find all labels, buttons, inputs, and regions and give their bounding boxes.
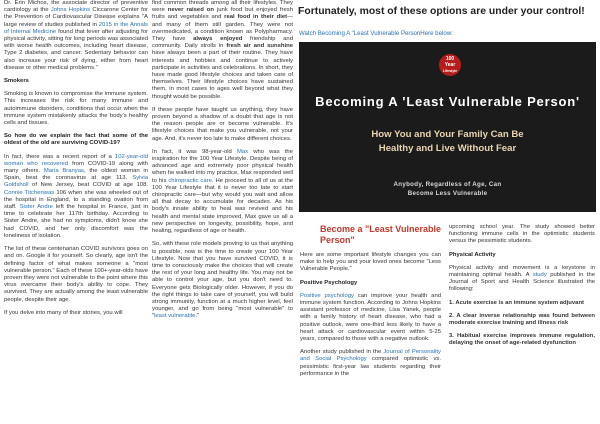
- paragraph-delve: If you delve into many of their stories, you will: [4, 309, 123, 316]
- list-item: 1. Acute exercise is an immune system adjuvant: [449, 299, 584, 306]
- text: found that fever after adjusting for physical activity, sitting for long periods was associated with worse health outcomes, including heart disease, Type 2 diabetes, and cancer. Sedentary behavior can also increase your risk of dying, either from heart disease or other medical problems.": [4, 28, 148, 71]
- list-item: 3. Habitual exercise improves immune regulation, delaying the onset of age-related dysfunction: [449, 333, 595, 347]
- positive-psychology-link[interactable]: Positive psychology: [300, 292, 354, 299]
- text: junk food but enjoyed fresh fruits and vegetables and: [152, 7, 294, 21]
- heading-positive-psychology: Positive Psychology: [300, 279, 358, 286]
- text: Ciccarone Center for the Prevention of Cardiovascular Disease explains "A large review of studies published in: [4, 7, 148, 28]
- heading-oldest-surviving: So how do we explain the fact that some of the oldest of the old are surviving COVID-19?: [4, 133, 148, 147]
- text: —and many of them still garden. They were not overmedicated, a condition known as Polypharmacy. They have: [152, 14, 293, 43]
- text: of New Jersey, beat COVID at age 108.: [28, 182, 148, 189]
- banner-footer: [299, 180, 596, 198]
- text: Physical activity and movement is a keystone in maintaining optimal health. A: [449, 264, 595, 279]
- bold-text: fresh air and sunshine: [226, 43, 293, 50]
- banner-title: Becoming A 'Least Vulnerable Person': [315, 94, 580, 109]
- watch-video-link[interactable]: Watch Becoming A "Least Vulnerable PersonHere below:: [299, 30, 453, 37]
- annals-link[interactable]: 2015 in the Annals of Internal Medicine: [4, 21, 148, 35]
- text: from COVID-19 along with many others.: [4, 160, 148, 175]
- paragraph-smoking: Smoking is known to compromise the immune system. This increases the risk for many immune and autoimmune disorders, conditions that occur when the immune system mistakenly attacks the body's healthy cells and tissues.: [4, 91, 148, 127]
- paragraph-taught-us: If these people have taught us anything, they have proven beyond a shadow of a doubt that age is not the reason people are or become vulnerable. It's lifestyle choices that make you vulnerable, not your age. And, it's never too late to make different choices.: [152, 106, 293, 142]
- article-column-1: [4, 0, 148, 323]
- paragraph-michos: [4, 0, 148, 72]
- text: have always been a part of their routine. They have interests and hobbies and continue to actively participate in activities and celebrations. In short, they have made good lifestyle choices and taken care of themselves. Their lifestyle choices have sustained them, in most cases to ages well beyond what they thought would be possible.: [152, 50, 293, 100]
- maria-branyas-link[interactable]: Maria Branyas: [43, 168, 84, 175]
- heading-smokers: Smokers: [4, 78, 29, 85]
- control-heading: Fortunately, most of these options are under your control!: [298, 6, 585, 17]
- logo-text: 100: [445, 56, 455, 62]
- section-title-least-vulnerable: Become a "Least Vulnerable Person": [320, 224, 441, 245]
- bold-text: always enjoyed: [193, 36, 243, 43]
- chiropractic-care-link[interactable]: chiropractic care: [168, 177, 212, 184]
- paragraph-lifestyle-changes: Here are some important lifestyle changes you can make to help you and your loved ones become "Less Vulnerable People.": [300, 252, 441, 273]
- text: Another study published in the: [300, 349, 384, 356]
- paragraph-positive-psychology: [300, 293, 441, 343]
- sister-andre-link[interactable]: Sister Andre: [19, 204, 53, 211]
- bold-text: real food in their diet: [224, 14, 288, 21]
- article-column-2: [152, 0, 293, 327]
- paragraph-law-students: [300, 349, 441, 378]
- 100-year-lifestyle-logo: [439, 54, 461, 76]
- text: friendship and community. Daily strolls in: [152, 36, 293, 50]
- paragraph-centenarians: [4, 154, 148, 240]
- article-column-3: [300, 224, 441, 384]
- banner-footer-line: Anybody, Regardless of Age, Can: [393, 181, 502, 188]
- text: , the oldest woman in Spain, beat the coronavirus at age 113.: [4, 168, 148, 182]
- max-link[interactable]: Max: [236, 148, 249, 155]
- paragraph-physical-activity: [449, 265, 595, 294]
- sylvia-goldsholl-link[interactable]: Sylvia Goldsholl: [4, 175, 148, 189]
- text: who was the inspiration for the 100 Year Lifestyle. Despite being of advanced age and extremely poor physical health when he walked into my practice, Max responded well to his: [152, 148, 293, 184]
- paragraph-school-year: upcoming school year. The study showed better functioning immune cells in the optimistic students versus the pessimistic students.: [449, 224, 595, 245]
- journal-personality-link[interactable]: Journal of Personality and Social Psychology: [300, 349, 441, 363]
- johns-hopkins-link[interactable]: Johns Hopkins: [50, 7, 91, 14]
- paragraph-max: [152, 149, 293, 235]
- banner-footer-line: Become Less Vulnerable: [407, 190, 488, 197]
- list-item: 2. A clear inverse relationship was found between moderate exercise training and illness risk: [449, 312, 595, 327]
- text: left the hospital in France, just in time to celebrate her 117th birthday. According to Sister Andre, she had no symptoms, didn't know she had COVID, and her only discomfort was the loneliness of isolation.: [4, 204, 148, 239]
- video-banner[interactable]: [299, 42, 596, 212]
- bold-text: never raised on: [167, 7, 214, 14]
- banner-subtitle: [299, 128, 596, 156]
- exercise-findings-list: [449, 300, 595, 348]
- text: . He proceed to all of us at the 100 Year Lifestyle that it is never too late to start chiropractic care—but why would you wait and allow all that decay to accumulate for decades. As his body's innate ability to heal was revived and his health and mental state improved, Max gave us all a new perspective on longevity, possibility, hope, and healing, regardless of age or health.: [152, 177, 294, 235]
- heading-physical-activity: Physical Activity: [449, 251, 496, 258]
- paragraph-survivors-list: The list of these centenarian COVID survivors goes on and on. Google it for yourself. So clearly, age isn't the defining factor of what makes someone a "most vulnerable person." Each of these 100+-year-olds have proven they were not vulnerable to the point where this virus overcame their body's ability to cope. They survived. They are actually among the least vulnerable people, despite their age.: [4, 246, 148, 303]
- text: find common threads among all their lifestyles. They were: [152, 0, 293, 14]
- paragraph-role-models: [152, 241, 293, 320]
- text: Dr. Erin Michos, the associate director of preventive cardiology at the: [4, 0, 148, 14]
- banner-subtitle-line: Healthy and Live Without Fear: [378, 143, 517, 154]
- least-vulnerable-link[interactable]: least vulnerable: [154, 313, 196, 320]
- text: In fact, there was a recent report of a: [4, 153, 115, 160]
- study-link[interactable]: study: [532, 272, 547, 279]
- 102-year-old-link[interactable]: 102-year-old woman who recovered: [4, 153, 148, 167]
- connie-titchen-link[interactable]: Connie Titchenwas: [4, 189, 55, 196]
- banner-subtitle-line: How You and Your Family Can Be: [371, 129, 524, 140]
- text: In fact, it was 98-year-old: [152, 148, 237, 155]
- text: compared optimistic vs. pessimistic first-year law students regarding their performance in the: [300, 356, 441, 377]
- logo-text: Year: [444, 62, 456, 68]
- article-column-4: [449, 224, 595, 354]
- text: published in the Journal of Sport and Health Science illustrated the following:: [449, 272, 595, 293]
- logo-text: Lifestyle: [442, 69, 458, 73]
- text: 106 when she was wheeled out of the hospital in England, to a standing ovation from staff.: [4, 189, 148, 211]
- text: .": [195, 313, 200, 320]
- text: can improve your health and immune system function. According to Johns Hopkins assistant professor of medicine, Lisa Yanek, people with a family history of heart disease, who had a positive outlook, were one-third less likely to have a heart attack or cardiovascular event within 5-25 years, compared to those with a negative outlook.: [300, 292, 442, 343]
- text: So, with these role models proving to us that anything is possible, now is the time to create your 100 Year Lifestyle. Now that you have survived COVID, it is time to consciously make the choices that will create the rest of your long and healthy life. You may not be able to control your age, but you don't need to. Everyone gets Biologically older. However, if you do the right things to take care of yourself, you will build strong immunity, function at a much higher level, feel younger, and go from being "most vulnerable" to ": [152, 241, 293, 320]
- paragraph-common-threads: [152, 0, 293, 101]
